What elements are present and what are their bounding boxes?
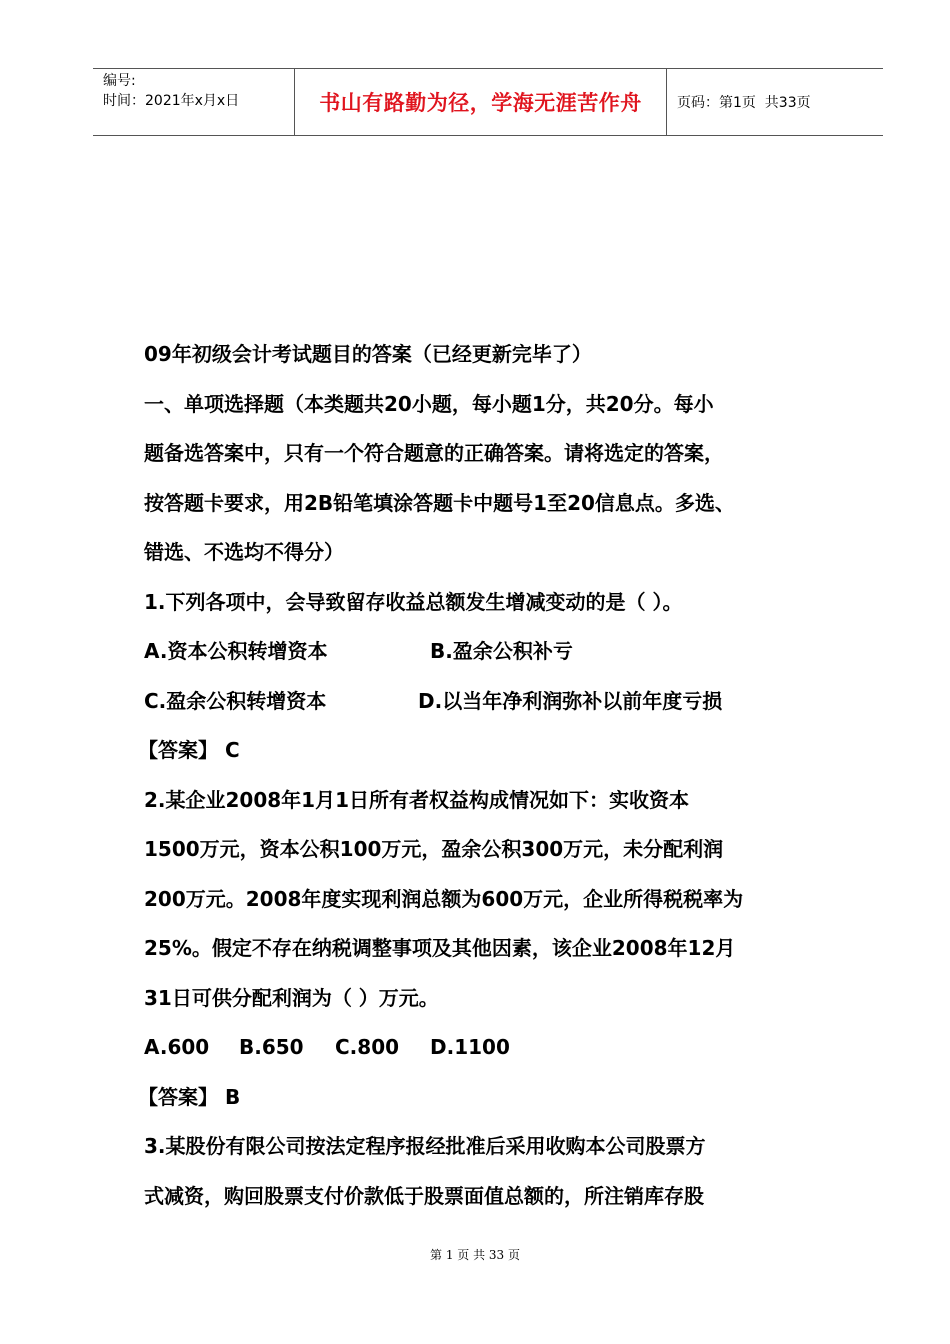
section-heading-line: 错选、不选均不得分） (144, 540, 344, 564)
question-1-options-row-1 (144, 627, 864, 677)
question-2-answer: 【答案】 B (138, 1084, 241, 1109)
document-body (138, 330, 864, 1221)
question-2-options (144, 1023, 864, 1073)
question-2-option-c: C.800 (335, 1035, 400, 1059)
section-heading-line: 按答题卡要求，用2B铅笔填涂答题卡中题号1至20信息点。多选、 (144, 490, 735, 515)
question-2-stem-line: 200万元。2008年度实现利润总额为600万元，企业所得税税率为 (144, 886, 744, 911)
question-1-option-c: C.盈余公积转增资本 (144, 688, 327, 713)
question-2-option-d: D.1100 (430, 1035, 510, 1059)
question-1-stem: 1.下列各项中，会导致留存收益总额发生增减变动的是（ ）。 (144, 589, 683, 614)
header-page-info (667, 69, 883, 135)
section-heading-line: 题备选答案中，只有一个符合题意的正确答案。请将选定的答案， (144, 441, 724, 465)
question-1-option-b: B.盈余公积补亏 (430, 639, 573, 663)
page-label: 页码：第1页 共33页 (677, 95, 811, 111)
header-meta (93, 69, 295, 135)
question-2-stem-line: 1500万元，资本公积100万元，盈余公积300万元，未分配利润 (144, 837, 724, 861)
question-1-answer: 【答案】 C (138, 738, 240, 762)
question-3-stem-line: 式减资，购回股票支付价款低于股票面值总额的，所注销库存股 (144, 1183, 704, 1208)
question-2-option-a: A.600 (144, 1035, 210, 1059)
question-1-options-row-2 (144, 677, 864, 727)
document-title: 09年初级会计考试题目的答案（已经更新完毕了） (144, 342, 592, 366)
question-2-option-b: B.650 (239, 1035, 304, 1059)
question-2-stem-line: 31日可供分配利润为（ ）万元。 (144, 985, 439, 1010)
section-heading-line: 一、单项选择题（本类题共20小题，每小题1分，共20分。每小 (144, 391, 714, 416)
question-2-stem-line: 2.某企业2008年1月1日所有者权益构成情况如下：实收资本 (144, 787, 690, 812)
question-1-option-d: D.以当年净利润弥补以前年度亏损 (418, 688, 723, 713)
question-3-stem-line: 3.某股份有限公司按法定程序报经批准后采用收购本公司股票方 (144, 1134, 706, 1158)
page-footer: 第 1 页 共 33 页 (430, 1248, 520, 1262)
question-1-option-a: A.资本公积转增资本 (144, 639, 328, 663)
time-label: 时间：2021年x月x日 (103, 93, 240, 109)
number-label: 编号: (103, 73, 136, 89)
header-motto: 书山有路勤为径，学海无涯苦作舟 (295, 69, 667, 135)
document-header (93, 68, 883, 136)
question-2-stem-line: 25%。假定不存在纳税调整事项及其他因素，该企业2008年12月 (144, 936, 736, 960)
